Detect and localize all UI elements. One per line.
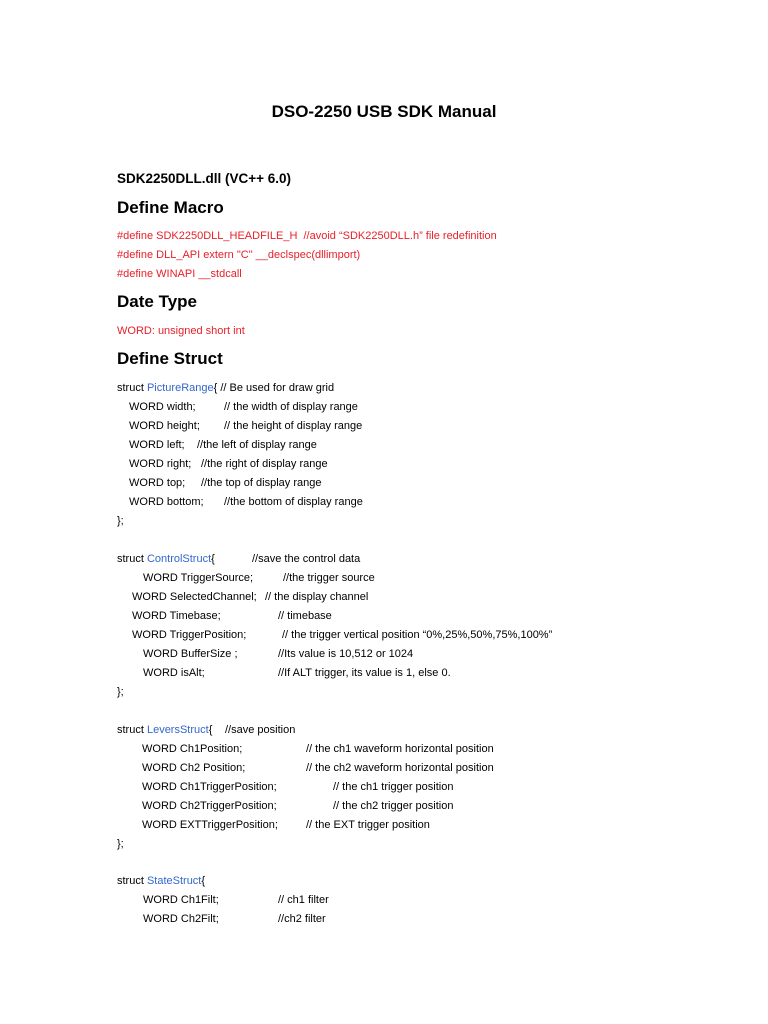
field-comment: // the ch1 trigger position [333,781,454,793]
field-decl: WORD EXTTriggerPosition; [142,819,278,831]
field-decl: WORD top; [129,477,186,489]
dll-subtitle: SDK2250DLL.dll (VC++ 6.0) [117,171,292,186]
heading-define-struct: Define Struct [117,349,223,368]
field-decl: WORD height; [129,420,200,432]
field-decl: WORD TriggerSource; [143,572,254,584]
struct-open: { [208,724,213,736]
field-comment: //the bottom of display range [224,496,363,508]
struct-field [129,438,317,452]
field-comment: // the EXT trigger position [306,819,430,831]
struct-open-comment: //save the control data [252,553,361,565]
field-decl: WORD bottom; [129,496,204,508]
struct-header-leversstruct [117,723,296,737]
field-decl: WORD width; [129,401,196,413]
struct-field [143,893,329,907]
field-decl: WORD right; [129,458,192,470]
struct-open-comment: //save position [225,724,296,736]
struct-close: }; [117,686,124,698]
field-comment: // the display channel [265,591,369,603]
field-comment: // ch1 filter [278,894,329,906]
struct-field [143,571,375,585]
field-comment: // the ch2 waveform horizontal position [306,762,494,774]
struct-field [129,476,322,490]
field-decl: WORD Ch1TriggerPosition; [142,781,277,793]
field-comment: //the left of display range [197,439,317,451]
field-comment: // the width of display range [224,401,358,413]
field-decl: WORD Ch2 Position; [142,762,246,774]
struct-name: LeversStruct [146,724,209,736]
field-decl: WORD isAlt; [143,667,205,679]
field-comment: // the trigger vertical position “0%,25%,50%,75%,100%” [282,629,553,641]
struct-field [129,457,328,471]
struct-name: StateStruct [146,875,202,887]
field-decl: WORD Timebase; [132,610,221,622]
macro-line: #define SDK2250DLL_HEADFILE_H //avoid “SDK2250DLL.h” file redefinition [117,230,497,242]
heading-define-macro: Define Macro [117,198,224,217]
struct-keyword: struct [117,875,147,887]
struct-field [142,780,454,794]
field-comment: //the right of display range [201,458,328,470]
field-comment: //ch2 filter [278,913,326,925]
struct-header-picturerange [117,381,334,395]
struct-field [142,761,494,775]
struct-field [129,495,363,509]
struct-name: PictureRange [146,382,214,394]
struct-header-controlstruct [117,552,361,566]
datetype-line: WORD: unsigned short int [117,325,245,337]
struct-open: { // Be used for draw grid [213,382,335,394]
field-decl: WORD Ch1Filt; [143,894,219,906]
struct-open: { [201,875,206,887]
field-decl: WORD Ch2Filt; [143,913,219,925]
struct-name: ControlStruct [146,553,212,565]
struct-field [132,628,553,642]
field-decl: WORD Ch2TriggerPosition; [142,800,277,812]
field-decl: WORD BufferSize ; [143,648,238,660]
field-comment: // the ch2 trigger position [333,800,454,812]
field-comment: //the trigger source [283,572,375,584]
page-title: DSO-2250 USB SDK Manual [271,102,497,121]
struct-field [143,912,326,926]
struct-field [142,818,430,832]
field-comment: // timebase [278,610,332,622]
heading-date-type: Date Type [117,292,197,311]
field-comment: //Its value is 10,512 or 1024 [278,648,414,660]
struct-open: { [211,553,215,565]
field-comment: // the height of display range [224,420,363,432]
struct-field [129,400,358,414]
field-comment: //the top of display range [201,477,322,489]
struct-close: }; [117,838,124,850]
struct-keyword: struct [117,553,147,565]
field-decl: WORD TriggerPosition; [132,629,247,641]
struct-field [142,799,454,813]
struct-keyword: struct [117,382,147,394]
field-comment: //If ALT trigger, its value is 1, else 0. [278,667,451,679]
struct-field [132,590,369,604]
field-decl: WORD left; [129,439,185,451]
macro-line: #define WINAPI __stdcall [117,268,242,280]
struct-field [132,609,332,623]
struct-field [142,742,494,756]
struct-close: }; [117,515,124,527]
struct-field [143,647,414,661]
field-decl: WORD SelectedChannel; [132,591,257,603]
struct-keyword: struct [117,724,147,736]
macro-line: #define DLL_API extern "C" __declspec(dllimport) [117,249,361,261]
field-decl: WORD Ch1Position; [142,743,243,755]
field-comment: // the ch1 waveform horizontal position [306,743,494,755]
struct-field [143,666,451,680]
struct-header-statestruct [117,874,205,888]
struct-field [129,419,363,433]
